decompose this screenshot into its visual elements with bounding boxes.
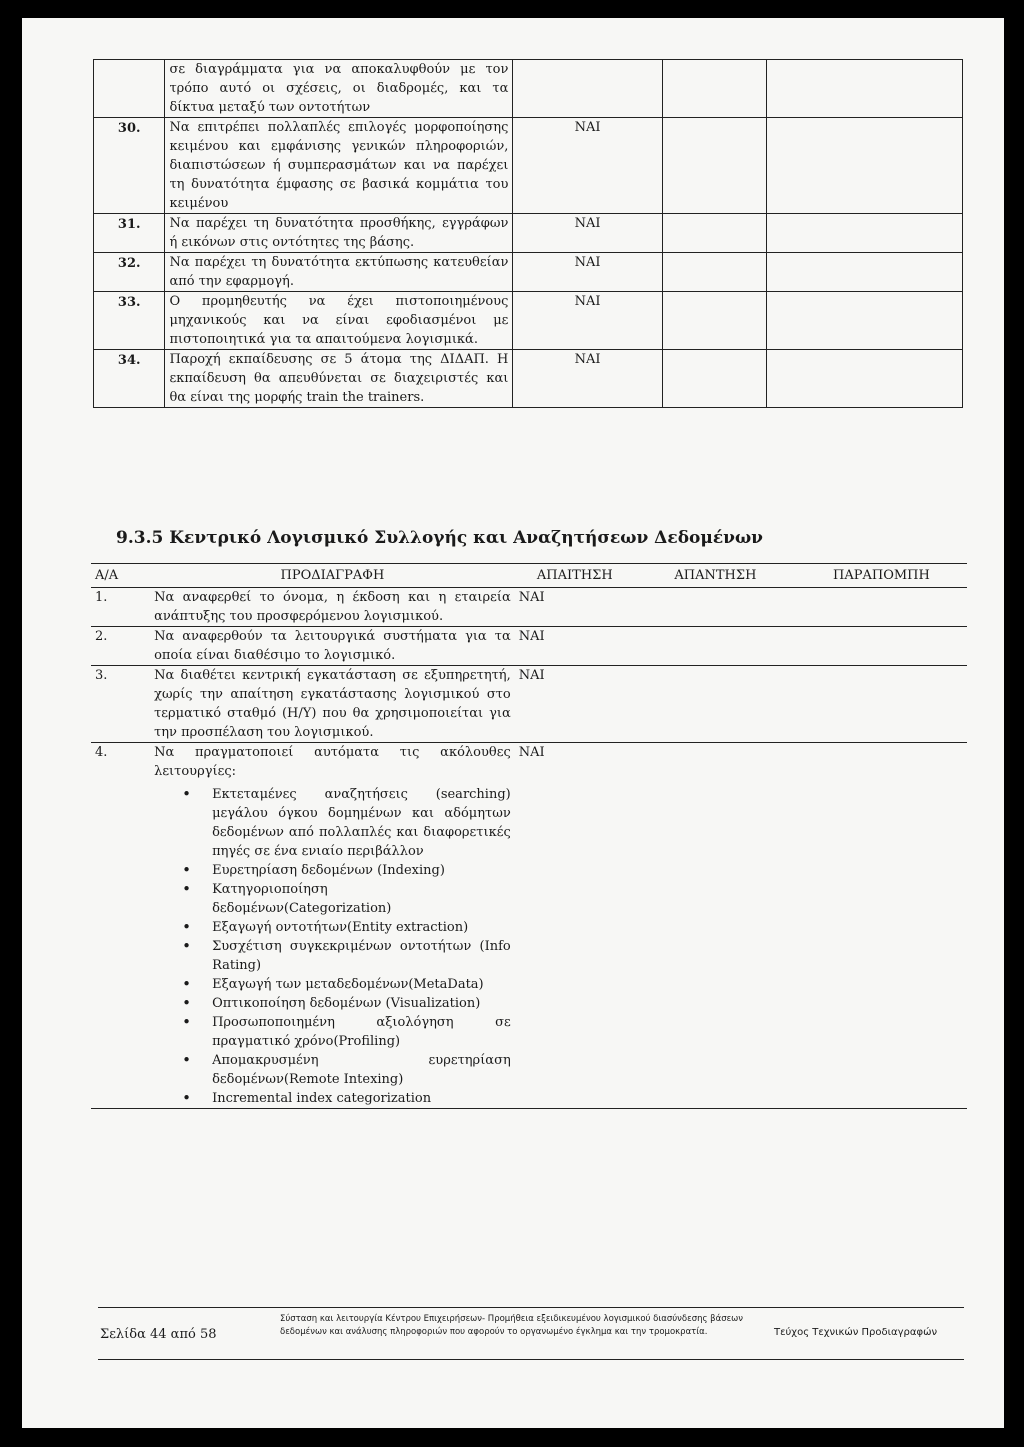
footer-project-title: Σύσταση και λειτουργία Κέντρου Επιχειρήσεων- Προμήθεια εξειδικευμένου λογισμικού διασύνδεσης βάσεων δεδομένων και ανάλυσης πληροφοριών που αφορούν το οργανωμένο έγκλημα και την τρομοκρατία. xyxy=(280,1314,744,1337)
header-aa: Α/Α xyxy=(91,564,150,588)
continuation-spec-table xyxy=(93,59,963,408)
footer-divider xyxy=(98,1359,964,1360)
list-item: • Εξαγωγή των μεταδεδομένων(MetaData) xyxy=(212,975,511,994)
row-answer xyxy=(662,214,766,253)
table-row xyxy=(94,253,963,292)
row-requirement: ΝΑΙ xyxy=(515,666,635,743)
row-reference xyxy=(796,627,967,666)
spec-table xyxy=(91,563,967,1109)
list-item: • Incremental index categorization xyxy=(212,1089,511,1108)
table-row xyxy=(94,60,963,118)
function-list xyxy=(154,785,511,1108)
row-answer xyxy=(635,666,796,743)
table-row xyxy=(94,292,963,350)
row-description: Να διαθέτει κεντρική εγκατάσταση σε εξυπηρετητή, χωρίς την απαίτηση εγκατάστασης λογισμικού στο τερματικό σταθμό (Η/Υ) που θα χρησιμοποιείται για την προσπέλαση του λογισμικού. xyxy=(150,666,515,743)
row-answer xyxy=(662,350,766,408)
row-requirement xyxy=(513,60,662,118)
footer-doc-title: Τεύχος Τεχνικών Προδιαγραφών xyxy=(774,1327,938,1338)
row-reference xyxy=(796,588,967,627)
row-number: 3. xyxy=(91,666,150,743)
row-requirement: ΝΑΙ xyxy=(513,214,662,253)
list-item: • Εκτεταμένες αναζητήσεις (searching) μεγάλου όγκου δομημένων και αδόμητων δεδομένων από πολλαπλές και διαφορετικές πηγές σε ένα ενιαίο περιβάλλον xyxy=(212,785,511,861)
row-reference xyxy=(766,253,962,292)
row-requirement: ΝΑΙ xyxy=(513,253,662,292)
row-reference xyxy=(766,350,962,408)
row-answer xyxy=(662,292,766,350)
list-item: • Προσωποποιημένη αξιολόγηση σε πραγματικό χρόνο(Profiling) xyxy=(212,1013,511,1051)
row-description: Να παρέχει τη δυνατότητα προσθήκης, εγγράφων ή εικόνων στις οντότητες της βάσης. xyxy=(165,214,513,253)
row-number xyxy=(94,60,165,118)
row-reference xyxy=(796,743,967,1109)
row-number: 4. xyxy=(91,743,150,1109)
list-item: • Κατηγοριοποίηση δεδομένων(Categorization) xyxy=(212,880,511,918)
row-description: Να αναφερθεί το όνομα, η έκδοση και η εταιρεία ανάπτυξης του προσφερόμενου λογισμικού. xyxy=(150,588,515,627)
row-number: 33. xyxy=(94,292,165,350)
row-reference xyxy=(796,666,967,743)
table-row xyxy=(94,118,963,214)
table-header-row xyxy=(91,564,967,588)
list-item: • Ευρετηρίαση δεδομένων (Indexing) xyxy=(212,861,511,880)
row-requirement: ΝΑΙ xyxy=(513,292,662,350)
row-answer xyxy=(662,118,766,214)
row-number: 34. xyxy=(94,350,165,408)
row-answer xyxy=(635,743,796,1109)
row-description-text: Να πραγματοποιεί αυτόματα τις ακόλουθες λειτουργίες: xyxy=(154,745,511,779)
table-row xyxy=(91,666,967,743)
header-answer: ΑΠΑΝΤΗΣΗ xyxy=(635,564,796,588)
row-answer xyxy=(635,627,796,666)
row-reference xyxy=(766,118,962,214)
row-reference xyxy=(766,214,962,253)
table-row xyxy=(94,214,963,253)
footer-divider xyxy=(98,1307,964,1308)
row-description: σε διαγράμματα για να αποκαλυφθούν με τον τρόπο αυτό οι σχέσεις, οι διαδρομές, και τα δίκτυα μεταξύ των οντοτήτων xyxy=(165,60,513,118)
row-description xyxy=(150,743,515,1109)
row-answer xyxy=(662,253,766,292)
page-number: Σελίδα 44 από 58 xyxy=(100,1327,217,1342)
row-description: Να παρέχει τη δυνατότητα εκτύπωσης κατευθείαν από την εφαρμογή. xyxy=(165,253,513,292)
row-requirement: ΝΑΙ xyxy=(515,627,635,666)
row-reference xyxy=(766,292,962,350)
row-number: 32. xyxy=(94,253,165,292)
row-reference xyxy=(766,60,962,118)
table-row xyxy=(91,588,967,627)
row-answer xyxy=(635,588,796,627)
row-description: Παροχή εκπαίδευσης σε 5 άτομα της ΔΙΔΑΠ. Η εκπαίδευση θα απευθύνεται σε διαχειριστές και θα είναι της μορφής train the trainers. xyxy=(165,350,513,408)
row-description: Να αναφερθούν τα λειτουργικά συστήματα για τα οποία είναι διαθέσιμο το λογισμικό. xyxy=(150,627,515,666)
row-requirement: ΝΑΙ xyxy=(513,118,662,214)
header-reference: ΠΑΡΑΠΟΜΠΗ xyxy=(796,564,967,588)
list-item: • Οπτικοποίηση δεδομένων (Visualization) xyxy=(212,994,511,1013)
header-requirement: ΑΠΑΙΤΗΣΗ xyxy=(515,564,635,588)
row-number: 1. xyxy=(91,588,150,627)
row-requirement: ΝΑΙ xyxy=(515,588,635,627)
list-item: • Απομακρυσμένη ευρετηρίαση δεδομένων(Remote Intexing) xyxy=(212,1051,511,1089)
row-requirement: ΝΑΙ xyxy=(515,743,635,1109)
row-number: 2. xyxy=(91,627,150,666)
row-requirement: ΝΑΙ xyxy=(513,350,662,408)
row-description: Να επιτρέπει πολλαπλές επιλογές μορφοποίησης κειμένου και εμφάνισης γενικών πληροφοριών, διαπιστώσεων ή συμπερασμάτων και να παρέχει τη δυνατότητα έμφασης σε βασικά κομμάτια του κειμένου xyxy=(165,118,513,214)
table-row xyxy=(91,743,967,1109)
table-row xyxy=(94,350,963,408)
list-item: • Εξαγωγή οντοτήτων(Entity extraction) xyxy=(212,918,511,937)
row-description: Ο προμηθευτής να έχει πιστοποιημένους μηχανικούς και να είναι εφοδιασμένοι με πιστοποιητικά για τα απαιτούμενα λογισμικά. xyxy=(165,292,513,350)
row-number: 31. xyxy=(94,214,165,253)
list-item: • Συσχέτιση συγκεκριμένων οντοτήτων (Info Rating) xyxy=(212,937,511,975)
row-number: 30. xyxy=(94,118,165,214)
table-row xyxy=(91,627,967,666)
header-spec: ΠΡΟΔΙΑΓΡΑΦΗ xyxy=(150,564,515,588)
row-answer xyxy=(662,60,766,118)
section-title: 9.3.5 Κεντρικό Λογισμικό Συλλογής και Αναζητήσεων Δεδομένων xyxy=(116,528,763,548)
